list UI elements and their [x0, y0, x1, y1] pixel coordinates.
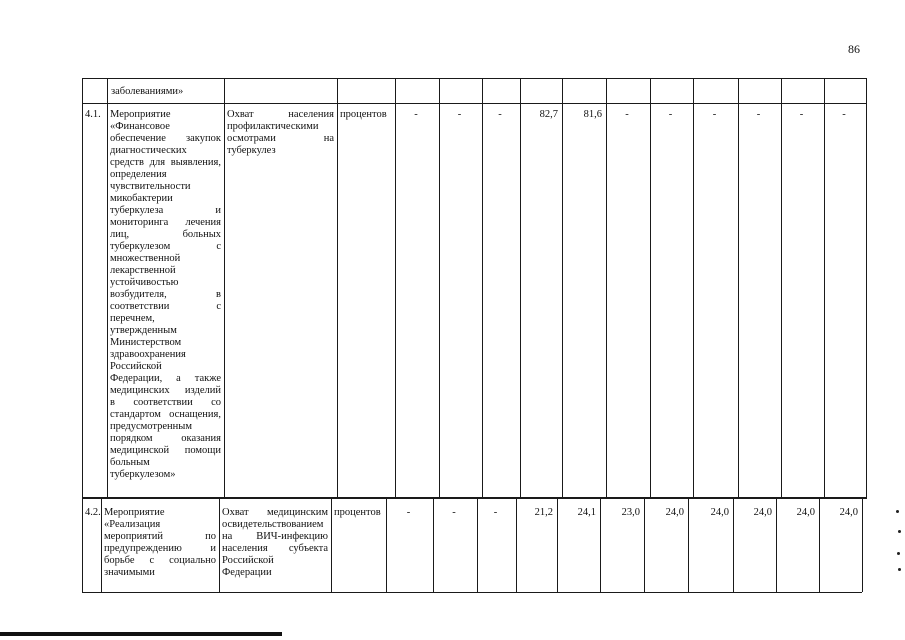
table-col-rule: [862, 497, 863, 592]
measure-name-line: чувствительности: [110, 181, 191, 192]
table-col-rule: [219, 497, 220, 592]
measure-name-line: туберкулезом с: [110, 241, 221, 252]
table-col-rule: [224, 78, 225, 497]
value-cell: 24,1: [577, 507, 596, 518]
indicator-line: профилактическими: [227, 121, 319, 132]
indicator-line: освидетельствованием: [222, 519, 324, 530]
measure-name-line: мониторинга лечения: [110, 217, 221, 228]
value-cell: 24,0: [665, 507, 684, 518]
table-col-rule: [101, 497, 102, 592]
unit-cell: процентов: [334, 507, 381, 518]
table-col-rule: [477, 497, 478, 592]
value-cell: 24,0: [753, 507, 772, 518]
value-cell: -: [668, 109, 673, 120]
table-col-rule: [395, 78, 396, 497]
scan-bottom-bar: [0, 632, 282, 636]
measure-name-line: борьбе с социально: [104, 555, 216, 566]
table-rule: [82, 103, 867, 104]
row-number: 4.2.: [85, 507, 101, 518]
table-col-rule: [516, 497, 517, 592]
value-cell: 24,0: [839, 507, 858, 518]
value-cell: -: [712, 109, 717, 120]
value-cell: 21,2: [534, 507, 553, 518]
measure-name-line: возбудителя, в: [110, 289, 221, 300]
table-col-rule: [693, 78, 694, 497]
measure-name-line: лекарственной: [110, 265, 176, 276]
table-col-rule: [520, 78, 521, 497]
value-cell: -: [625, 109, 629, 120]
table-col-rule: [733, 497, 734, 592]
table-col-rule: [600, 497, 601, 592]
indicator-line: Российской: [222, 555, 274, 566]
measure-name-line: определения: [110, 169, 167, 180]
measure-name-line: лиц, больных: [110, 229, 221, 240]
indicator-line: Охват медицинским: [222, 507, 328, 518]
measure-name-line: Федерации, а также: [110, 373, 221, 384]
measure-name-line: предусмотренным: [110, 421, 192, 432]
measure-name-line: Мероприятие: [104, 507, 165, 518]
value-cell: -: [498, 109, 502, 120]
table-col-rule: [107, 78, 108, 497]
value-cell: -: [756, 109, 761, 120]
table-col-rule: [819, 497, 820, 592]
measure-name-line: Российской: [110, 361, 162, 372]
table-rule: [82, 497, 867, 499]
measure-name-line: утвержденным: [110, 325, 177, 336]
page-number: 86: [848, 42, 860, 56]
table-col-rule: [781, 78, 782, 497]
measure-name-line: средств для выявления,: [110, 157, 221, 168]
table-col-rule: [650, 78, 651, 497]
measure-name-line: устойчивостью: [110, 277, 179, 288]
measure-name-line: медицинской помощи: [110, 445, 221, 456]
measure-name-line: обеспечение закупок: [110, 133, 221, 144]
value-cell: -: [842, 109, 846, 120]
continued-text: заболеваниями»: [111, 86, 184, 97]
value-cell: -: [457, 109, 462, 120]
indicator-line: туберкулез: [227, 145, 276, 156]
measure-name-line: предупреждению и: [104, 543, 216, 554]
table-col-rule: [644, 497, 645, 592]
unit-cell: процентов: [340, 109, 387, 120]
measure-name-line: туберкулеза и: [110, 205, 221, 216]
measure-name-line: порядком оказания: [110, 433, 221, 444]
measure-name-line: медицинских изделий: [110, 385, 221, 396]
table-rule: [82, 592, 862, 593]
measure-name-line: диагностических: [110, 145, 187, 156]
measure-name-line: больным: [110, 457, 150, 468]
value-cell: 24,0: [796, 507, 815, 518]
value-cell: 82,7: [539, 109, 558, 120]
scan-speck: [898, 568, 901, 571]
value-cell: -: [799, 109, 804, 120]
measure-name-line: стандартом оснащения,: [110, 409, 221, 420]
measure-name-line: «Финансовое: [110, 121, 170, 132]
table-col-rule: [776, 497, 777, 592]
value-cell: 24,0: [710, 507, 729, 518]
table-col-rule: [738, 78, 739, 497]
value-cell: 23,0: [621, 507, 640, 518]
table-col-rule: [866, 78, 867, 497]
value-cell: -: [493, 507, 498, 518]
table-col-rule: [386, 497, 387, 592]
row-number: 4.1.: [85, 109, 101, 120]
table-col-rule: [688, 497, 689, 592]
scan-speck: [896, 510, 899, 513]
measure-name-line: перечнем,: [110, 313, 155, 324]
value-cell: -: [406, 507, 411, 518]
measure-name-line: множественной: [110, 253, 181, 264]
measure-name-line: «Реализация: [104, 519, 161, 530]
table-col-rule: [606, 78, 607, 497]
table-col-rule: [331, 497, 332, 592]
measure-name-line: соответствии с: [110, 301, 221, 312]
measure-name-line: микобактерии: [110, 193, 173, 204]
measure-name-line: здравоохранения: [110, 349, 186, 360]
indicator-line: осмотрами на: [227, 133, 334, 144]
table-col-rule: [433, 497, 434, 592]
table-col-rule: [557, 497, 558, 592]
table-col-rule: [439, 78, 440, 497]
table-rule: [82, 78, 867, 79]
measure-name-line: мероприятий по: [104, 531, 216, 542]
measure-name-line: Министерством: [110, 337, 182, 348]
value-cell: -: [414, 109, 418, 120]
table-col-rule: [562, 78, 563, 497]
value-cell: -: [452, 507, 456, 518]
measure-name-line: Мероприятие: [110, 109, 171, 120]
scan-speck: [898, 530, 901, 533]
table-col-rule: [482, 78, 483, 497]
table-col-rule: [82, 497, 83, 592]
value-cell: 81,6: [583, 109, 602, 120]
measure-name-line: туберкулезом»: [110, 469, 176, 480]
indicator-line: на ВИЧ-инфекцию: [222, 531, 328, 542]
measure-name-line: в соответствии со: [110, 397, 221, 408]
table-col-rule: [82, 78, 83, 497]
indicator-line: населения субъекта: [222, 543, 328, 554]
table-col-rule: [824, 78, 825, 497]
measure-name-line: значимыми: [104, 567, 155, 578]
scan-speck: [897, 552, 900, 555]
indicator-line: Охват населения: [227, 109, 334, 120]
table-col-rule: [337, 78, 338, 497]
indicator-line: Федерации: [222, 567, 272, 578]
